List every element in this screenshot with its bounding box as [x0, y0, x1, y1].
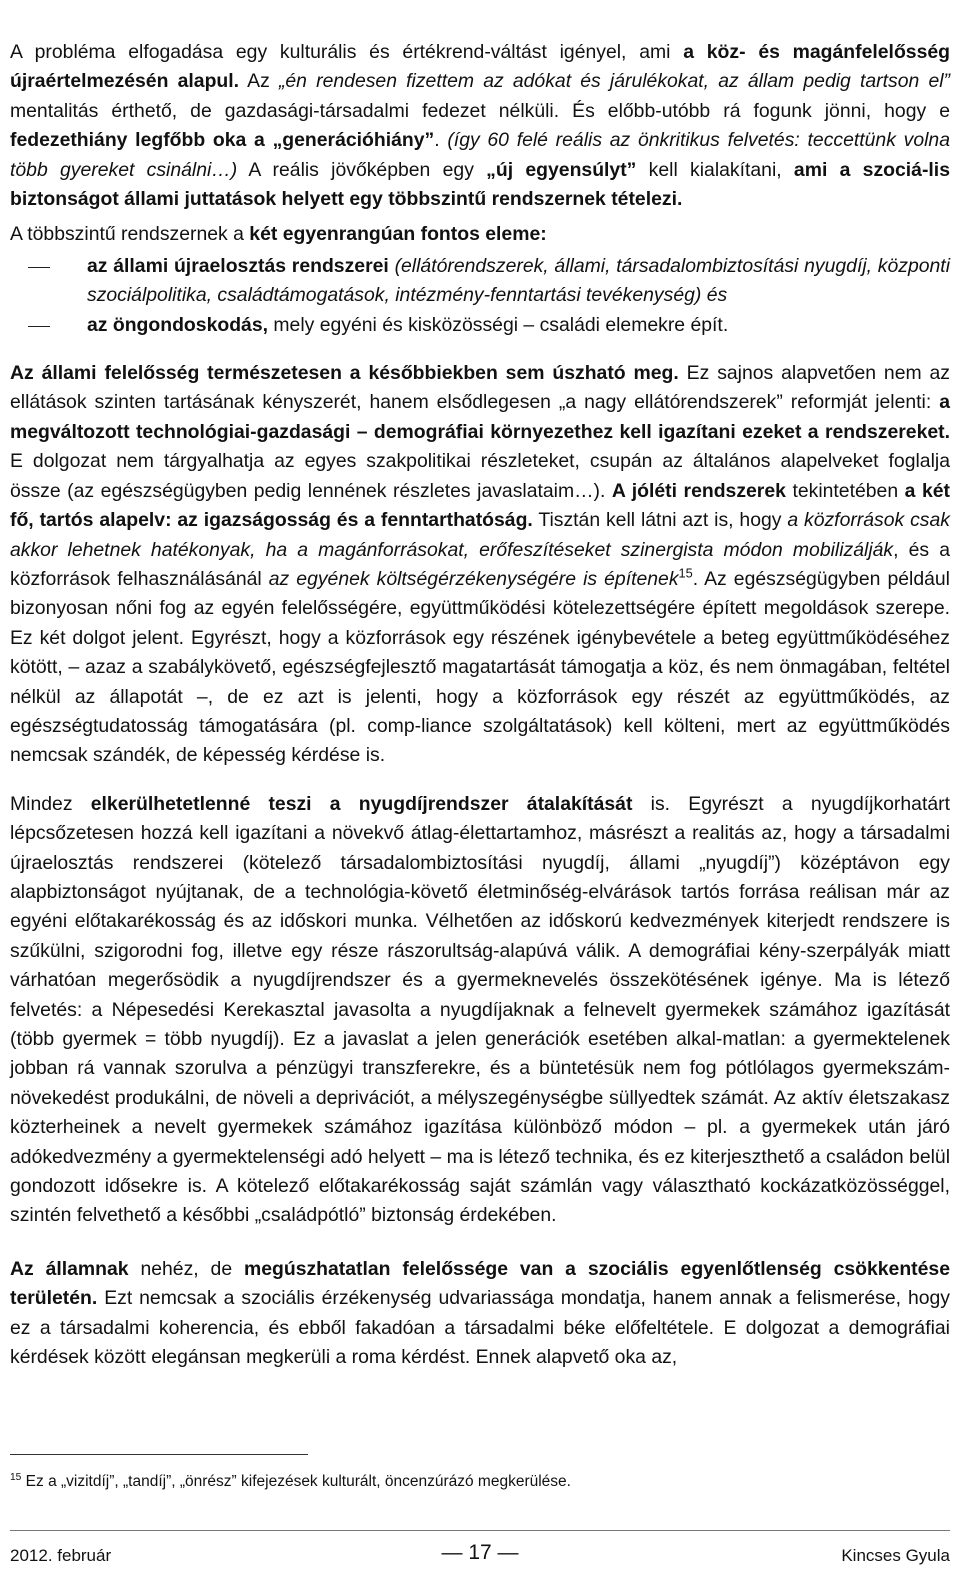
bold-text: a két fő, tartós alapelv: az igazságosság és a fenntarthatóság.: [10, 479, 950, 532]
text-run: A reális jövőképben egy: [237, 158, 487, 181]
bold-text: elkerülhetetlenné teszi a nyugdíjrendszer átalakítását: [90, 792, 633, 815]
footnote: [10, 1471, 950, 1493]
paragraph-1: [10, 38, 950, 214]
footer-rule: [10, 1530, 950, 1531]
dash-list: [10, 252, 950, 340]
bold-text: megúszhatatlan felelőssége van a szociális egyenlőtlenség csökkentése területén.: [10, 1257, 950, 1310]
list-item: [10, 311, 950, 340]
bold-text: két egyenrangúan fontos eleme:: [249, 223, 547, 246]
footnote-separator: [10, 1454, 308, 1455]
footer-author: Kincses Gyula: [841, 1546, 950, 1565]
paragraph-social-inequality: [10, 1255, 950, 1373]
footnote-number: 15: [10, 1471, 22, 1483]
text-run: Mindez: [10, 792, 91, 815]
footnote-text: Ez a „vizitdíj”, „tandíj”, „önrész” kifejezések kulturált, öncenzúrázó megkerülése.: [21, 1473, 571, 1490]
text-run: E dolgozat nem tárgyalhatja az egyes szakpolitikai részleteket, csupán az általános alapelveket foglalja össze (az egészségügyben pedig lennének részletes javaslataim…).: [10, 450, 950, 502]
page-footer: [10, 1543, 950, 1569]
text-run: Ezt nemcsak a szociális érzékenység udvariassága mondatja, hanem annak a felismerése, hogy ez a társadalmi koherencia, és ebből fakadóan a társadalmi béke előfeltétele. E dolgozat a demográfiai kérdések között elegánsan megkerüli a roma kérdést. Ennek alapvető oka az,: [10, 1287, 950, 1369]
paragraph-state-responsibility: [10, 359, 950, 771]
text-run: Tisztán kell látni azt is, hogy: [532, 509, 788, 532]
text-run: Az: [239, 70, 279, 93]
paragraph-pension-reform: [10, 790, 950, 1231]
text-run: , és a közforrások felhasználásánál: [10, 538, 950, 590]
italic-text: a közforrások csak akkor lehetnek hatékonyak, ha a magánforrásokat, erőfeszítéseket szinergista módon mobilizálják: [10, 509, 950, 561]
italic-text: (így 60 felé reális az önkritikus felvetés: teccettünk volna több gyereket csinálni…): [10, 129, 950, 181]
text-run: nehéz, de: [128, 1257, 244, 1280]
text-run: Ez sajnos alapvetően nem az ellátások szinten tartásának kényszerét, hanem elsődlegesen „a nagy ellátórendszerek” reformját jelenti:: [10, 362, 951, 414]
text-run: .: [434, 129, 448, 152]
bold-text: az öngondoskodás,: [87, 313, 268, 336]
bold-text: a köz- és magánfelelősség újraértelmezésén alapul.: [10, 41, 950, 93]
document-body: [10, 38, 950, 1372]
footer-date: 2012. február: [10, 1546, 112, 1565]
bold-text: az állami újraelosztás rendszerei: [87, 254, 389, 277]
text-run: tekintetében: [785, 479, 905, 502]
list-item: [10, 252, 950, 311]
text-run: . Az egészségügyben például bizonyosan nőni fog az egyén felelősségére, együttműködési kötelezettségére épített megoldások szerepe. Ez két dolgot jelent. Egyrészt, hogy a közforrások egy részének igénybevétele a beteg együttműködéséhez kötött, – azaz a szabálykövető, egészségfejlesztő magatartását támogatja a köz, és nem önmagában, feltétel nélkül az állapotát –, de ez azt is jelenti, hogy a közforrások egy részét az együttműködés, az egészségtudatosság támogatására (pl. comp-liance szolgáltatások) kell költeni, mert az együttműködés nemcsak szándék, de képesség kérdése is.: [10, 567, 950, 767]
bold-text: Az államnak: [10, 1257, 129, 1280]
text-run: mely egyéni és kisközösségi – családi elemekre épít.: [268, 313, 729, 336]
paragraph-two-level-system: [10, 220, 950, 249]
bold-text: a megváltozott technológiai-gazdasági – demográfiai környezethez kell igazítani ezeket a rendszereket.: [10, 391, 950, 443]
text-run: mentalitás érthető, de gazdasági-társadalmi fedezet nélküli. És előbb-utóbb rá fogunk jönni, hogy e: [10, 99, 950, 122]
bold-text: ami a szociá-lis biztonságot állami juttatások helyett egy többszintű rendszernek tételezi.: [10, 158, 950, 211]
italic-text: „én rendesen fizettem az adókat és járulékokat, az állam pedig tartson el”: [278, 70, 950, 93]
italic-text: (ellátórendszerek, állami, társadalombiztosítási nyugdíj, központi szociálpolitika, családtámogatások, intézmény-fenntartási tevékenység) és: [87, 254, 951, 307]
bold-text: A jóléti rendszerek: [611, 479, 786, 502]
bold-text: „új egyensúlyt”: [486, 158, 637, 181]
text-run: is. Egyrészt a nyugdíjkorhatárt lépcsőzetesen hozzá kell igazítani a növekvő átlag-élettartamhoz, másrészt a realitás az, hogy a társadalmi újraelosztás rendszerei (kötelező társadalombiztosítási nyugdíj, állami „nyugdíj”) középtávon egy alapbiztonságot nyújtanak, de a technológia-követő életminőség-elvárások tartós forrása reálisan már az egyéni előtakarékosság és az időskori munka. Vélhetően az időskorú kedvezmények kiterjedt rendszere is szűkülni, szigorodni fog, illetve egy része rászorultság-alapúvá válik. A demográfiai kény-szerpályák miatt várhatóan megerősödik a nyugdíjrendszer és a gyermeknevelés összekötésének igénye. Ma is létező felvetés: a Népesedési Kerekasztal javasolta a nyugdíjaknak a felnevelt gyermekek számához igazítását (több gyermek = több nyugdíj). Ez a javaslat a jelen generációk esetében alkal-matlan: a gyermektelenek jobban rá vannak szorulva a pénzügyi transzferekre, és a büntetésük nem fog pótlólagos gyermekszám-növekedést produkálni, de növeli a deprivációt, a mélyszegénységbe süllyedtek számát. Az aktív életszakasz közterheinek a nevelt gyermekek számához igazítása különböző módon – pl. a gyermekek után járó adókedvezmény a gyermektelenségi adó helyett – ma is létező technika, és ez kiterjeszthető a családon belül gondozott idősekre is. A kötelező előtakarékosság saját számlán vagy választható kockázatközösséggel, szintén felvethető a későbbi „családpótló” biztonság érdekében.: [10, 792, 950, 1227]
page-number: — 17 —: [441, 1541, 519, 1564]
bold-text: Az állami felelősség természetesen a későbbiekben sem úszható meg.: [10, 362, 679, 385]
text-run: kell kialakítani,: [636, 158, 794, 181]
footnote-ref: 15: [678, 565, 693, 581]
italic-text: az egyének költségérzékenységére is építenek: [268, 567, 679, 590]
bold-text: fedezethiány legfőbb oka a „generációhiány”: [10, 129, 435, 152]
text-run: A probléma elfogadása egy kulturális és értékrend-váltást igényel, ami: [10, 41, 684, 63]
text-run: A többszintű rendszernek a: [10, 223, 250, 246]
